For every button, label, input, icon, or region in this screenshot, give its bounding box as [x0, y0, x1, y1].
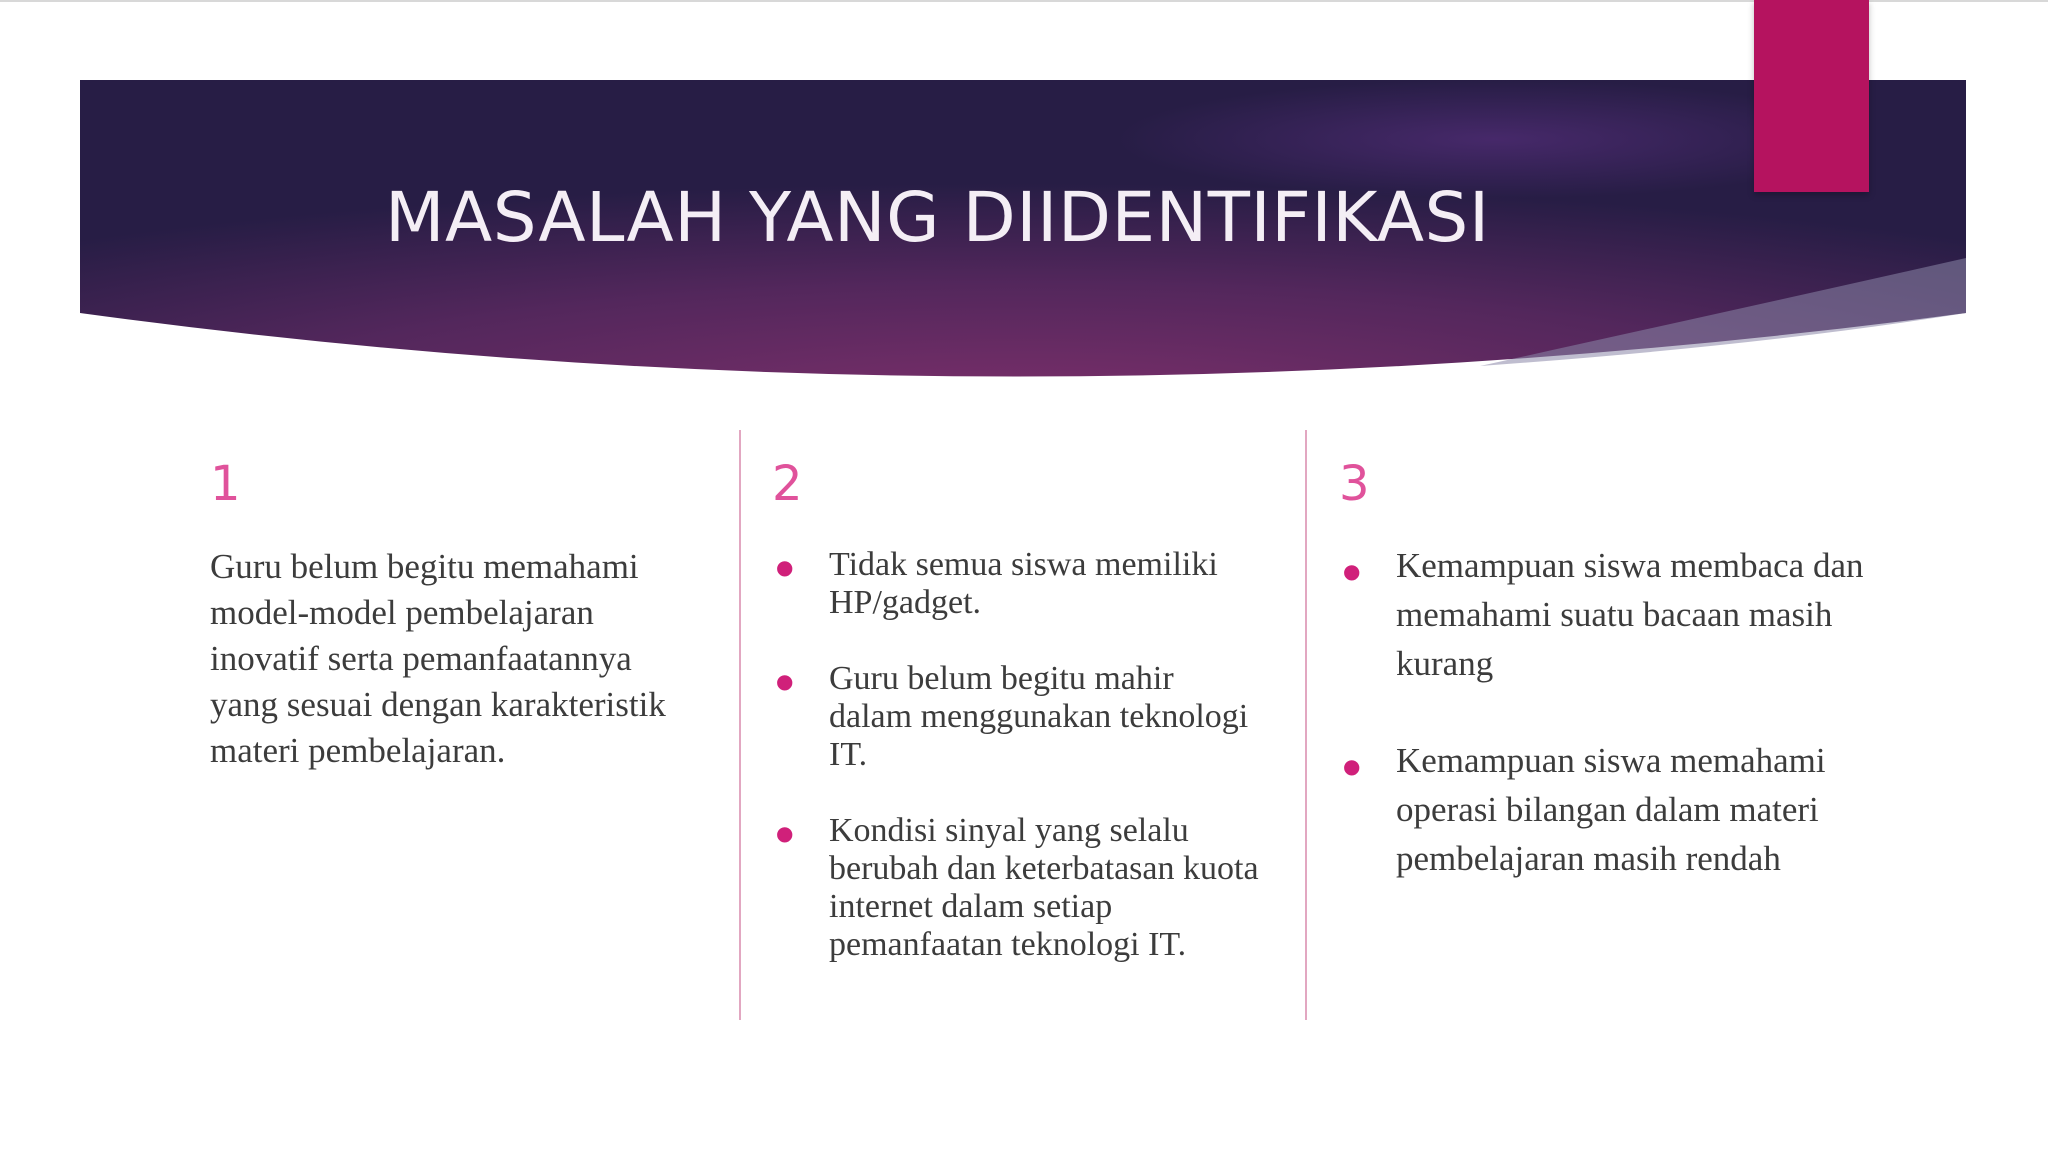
- bullet-list: [772, 546, 1259, 964]
- bullet-list: [1339, 541, 1876, 883]
- column-number: 2: [772, 456, 803, 512]
- bullet-text: Kondisi sinyal yang selalu berubah dan keterbatasan kuota internet dalam setiap pemanfaatan teknologi IT.: [829, 812, 1259, 963]
- list-item: [772, 546, 1259, 622]
- bullet-text: Kemampuan siswa membaca dan memahami suatu bacaan masih kurang: [1396, 546, 1864, 683]
- list-item: [1339, 736, 1876, 883]
- bullet-text: Kemampuan siswa memahami operasi bilangan dalam materi pembelajaran masih rendah: [1396, 741, 1826, 878]
- bullet-text: Guru belum begitu mahir dalam menggunakan teknologi IT.: [829, 660, 1249, 773]
- slide-title: MASALAH YANG DIIDENTIFIKASI: [385, 178, 1490, 258]
- column-3: [1339, 456, 1876, 931]
- bullet-text: Tidak semua siswa memiliki HP/gadget.: [829, 546, 1218, 621]
- column-number: 3: [1339, 456, 1370, 512]
- list-item: [772, 660, 1259, 774]
- bullet-icon: ●: [1343, 559, 1361, 583]
- column-divider: [739, 430, 741, 1020]
- column-1: [210, 456, 690, 774]
- list-item: [772, 812, 1259, 964]
- bullet-icon: ●: [776, 821, 794, 845]
- column-text: Guru belum begitu memahami model-model pembelajaran inovatif serta pemanfaatannya yang sesuai dengan karakteristik materi pembelajaran.: [210, 547, 666, 770]
- list-item: [1339, 541, 1876, 688]
- bullet-icon: ●: [776, 555, 794, 579]
- column-2: [772, 456, 1259, 1002]
- bullet-icon: ●: [776, 669, 794, 693]
- column-number: 1: [210, 456, 241, 512]
- accent-tab: [1754, 0, 1869, 192]
- bullet-icon: ●: [1343, 754, 1361, 778]
- column-divider: [1305, 430, 1307, 1020]
